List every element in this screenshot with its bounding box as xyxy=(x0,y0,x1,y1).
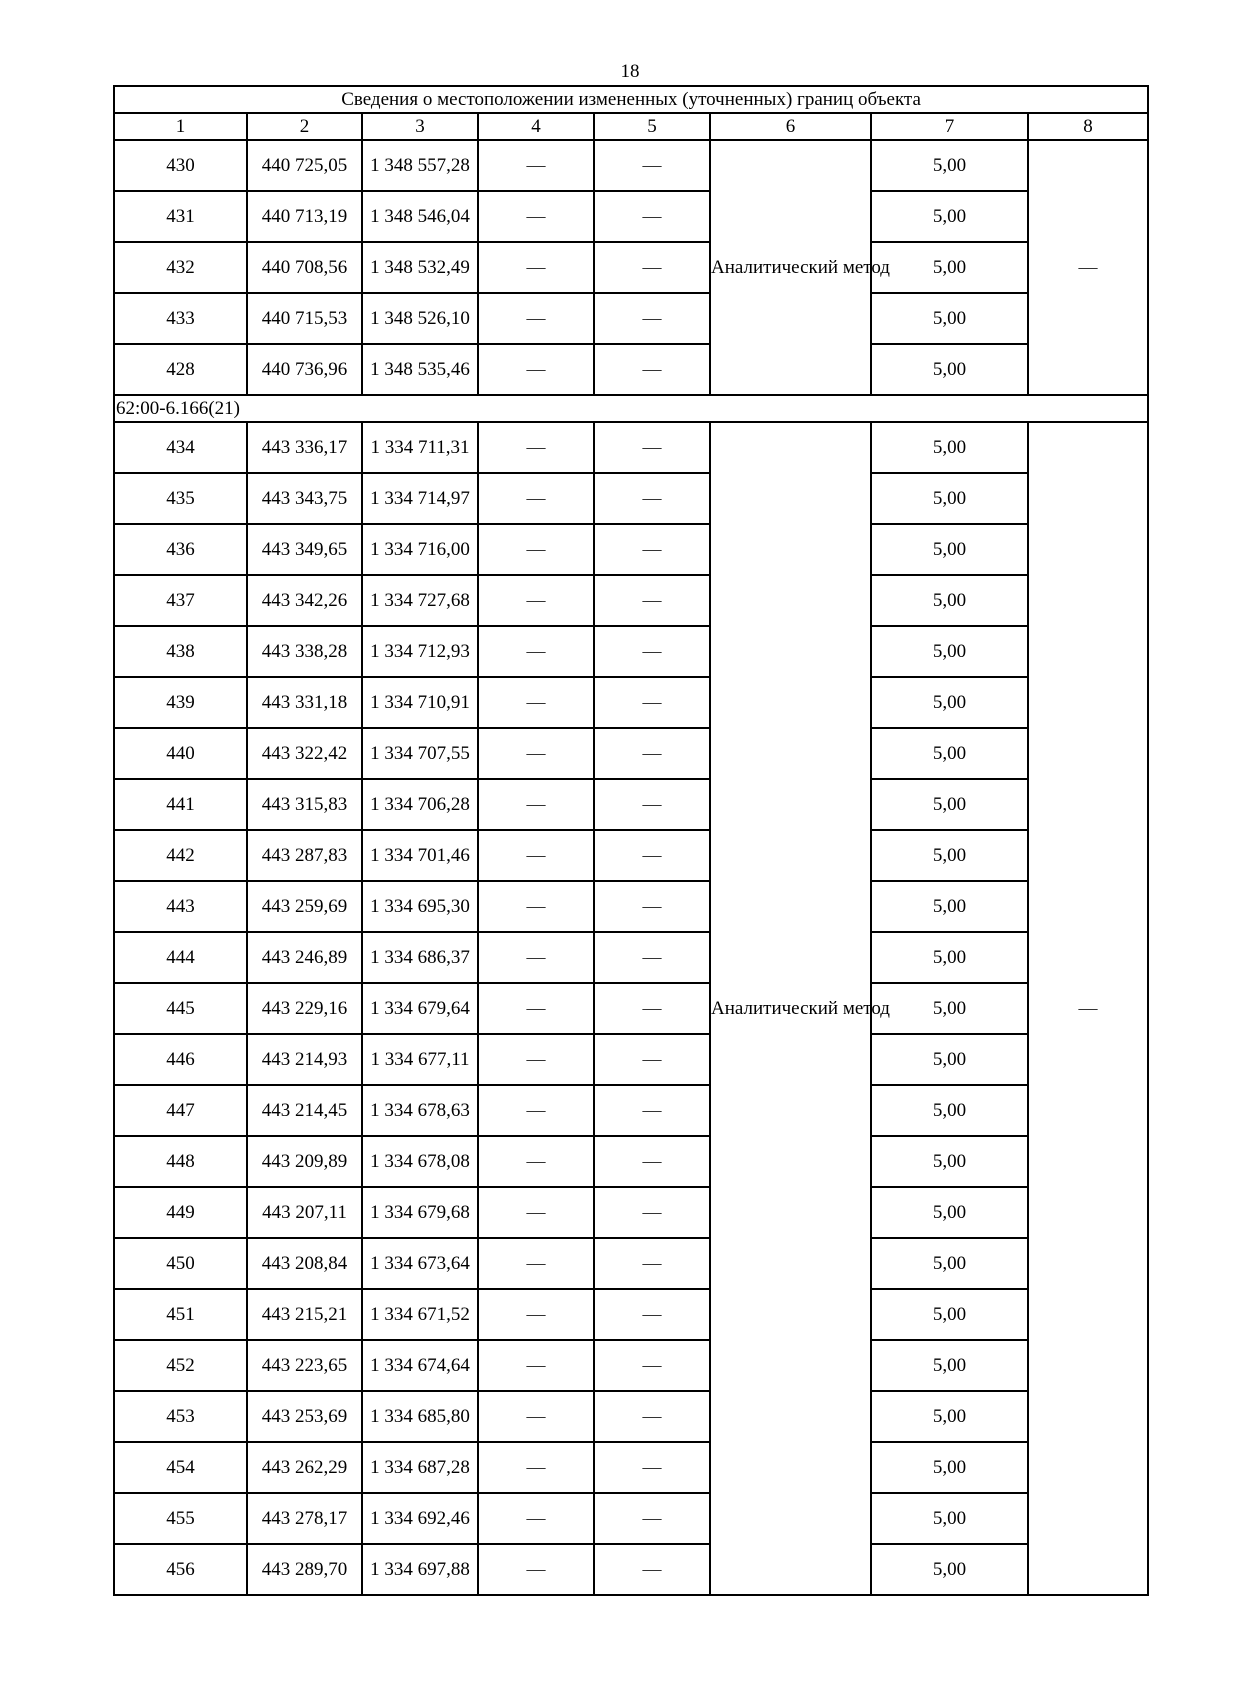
table-row xyxy=(114,1391,1148,1442)
table-title: Сведения о местоположении измененных (уточненных) границ объекта xyxy=(114,86,1148,113)
y-coordinate-cell: 1 348 546,04 xyxy=(362,191,478,242)
x-coordinate-cell: 443 338,28 xyxy=(247,626,362,677)
dash-mark: — xyxy=(1078,256,1098,278)
point-number-cell: 455 xyxy=(114,1493,247,1544)
point-number-cell: 453 xyxy=(114,1391,247,1442)
table-row xyxy=(114,779,1148,830)
y-coordinate-cell: 1 334 679,68 xyxy=(362,1187,478,1238)
table-row xyxy=(114,932,1148,983)
y-coordinate-cell: 1 348 535,46 xyxy=(362,344,478,395)
table-row xyxy=(114,344,1148,395)
section-label: 62:00-6.166(21) xyxy=(114,395,1148,422)
dash-mark: — xyxy=(642,1507,662,1529)
table-row xyxy=(114,1289,1148,1340)
dash-mark: — xyxy=(642,487,662,509)
point-number-cell: 441 xyxy=(114,779,247,830)
column-4-cell xyxy=(478,575,594,626)
x-coordinate-cell: 440 715,53 xyxy=(247,293,362,344)
dash-mark: — xyxy=(526,640,546,662)
dash-mark: — xyxy=(642,538,662,560)
y-coordinate-cell: 1 334 673,64 xyxy=(362,1238,478,1289)
table-body xyxy=(114,86,1148,1595)
column-5-cell xyxy=(594,422,710,473)
y-coordinate-cell: 1 334 707,55 xyxy=(362,728,478,779)
accuracy-cell: 5,00 xyxy=(871,728,1028,779)
dash-mark: — xyxy=(526,1201,546,1223)
table-row xyxy=(114,1493,1148,1544)
point-number-cell: 438 xyxy=(114,626,247,677)
y-coordinate-cell: 1 334 671,52 xyxy=(362,1289,478,1340)
column-4-cell xyxy=(478,932,594,983)
y-coordinate-cell: 1 348 557,28 xyxy=(362,140,478,191)
y-coordinate-cell: 1 334 695,30 xyxy=(362,881,478,932)
dash-mark: — xyxy=(526,844,546,866)
point-number-cell: 442 xyxy=(114,830,247,881)
table-row xyxy=(114,983,1148,1034)
y-coordinate-cell: 1 334 677,11 xyxy=(362,1034,478,1085)
column-4-cell xyxy=(478,1187,594,1238)
dash-mark: — xyxy=(526,793,546,815)
accuracy-cell: 5,00 xyxy=(871,881,1028,932)
dash-mark: — xyxy=(526,538,546,560)
accuracy-cell: 5,00 xyxy=(871,473,1028,524)
dash-mark: — xyxy=(642,1150,662,1172)
dash-mark: — xyxy=(642,1354,662,1376)
section-header-row xyxy=(114,395,1148,422)
dash-mark: — xyxy=(642,1252,662,1274)
y-coordinate-cell: 1 334 710,91 xyxy=(362,677,478,728)
column-number: 1 xyxy=(114,113,247,140)
y-coordinate-cell: 1 334 687,28 xyxy=(362,1442,478,1493)
point-number-cell: 444 xyxy=(114,932,247,983)
column-5-cell xyxy=(594,728,710,779)
y-coordinate-cell: 1 334 727,68 xyxy=(362,575,478,626)
accuracy-cell: 5,00 xyxy=(871,524,1028,575)
accuracy-cell: 5,00 xyxy=(871,779,1028,830)
x-coordinate-cell: 443 322,42 xyxy=(247,728,362,779)
column-number: 5 xyxy=(594,113,710,140)
column-8-cell xyxy=(1028,422,1148,1595)
dash-mark: — xyxy=(526,1558,546,1580)
x-coordinate-cell: 443 229,16 xyxy=(247,983,362,1034)
accuracy-cell: 5,00 xyxy=(871,983,1028,1034)
table-row xyxy=(114,1442,1148,1493)
dash-mark: — xyxy=(642,742,662,764)
point-number-cell: 448 xyxy=(114,1136,247,1187)
table-title-row xyxy=(114,86,1148,113)
dash-mark: — xyxy=(526,946,546,968)
dash-mark: — xyxy=(642,640,662,662)
dash-mark: — xyxy=(642,997,662,1019)
column-5-cell xyxy=(594,1289,710,1340)
column-5-cell xyxy=(594,1085,710,1136)
table-row xyxy=(114,422,1148,473)
dash-mark: — xyxy=(526,436,546,458)
point-number-cell: 440 xyxy=(114,728,247,779)
accuracy-cell: 5,00 xyxy=(871,1238,1028,1289)
column-5-cell xyxy=(594,779,710,830)
y-coordinate-cell: 1 334 714,97 xyxy=(362,473,478,524)
accuracy-cell: 5,00 xyxy=(871,575,1028,626)
x-coordinate-cell: 443 215,21 xyxy=(247,1289,362,1340)
column-4-cell xyxy=(478,422,594,473)
y-coordinate-cell: 1 334 679,64 xyxy=(362,983,478,1034)
accuracy-cell: 5,00 xyxy=(871,242,1028,293)
dash-mark: — xyxy=(642,1201,662,1223)
accuracy-cell: 5,00 xyxy=(871,1493,1028,1544)
dash-mark: — xyxy=(642,895,662,917)
column-4-cell xyxy=(478,1289,594,1340)
column-4-cell xyxy=(478,626,594,677)
dash-mark: — xyxy=(642,946,662,968)
column-4-cell xyxy=(478,1238,594,1289)
dash-mark: — xyxy=(526,895,546,917)
column-8-cell xyxy=(1028,140,1148,395)
dash-mark: — xyxy=(526,256,546,278)
table-row xyxy=(114,1085,1148,1136)
column-4-cell xyxy=(478,677,594,728)
column-4-cell xyxy=(478,1136,594,1187)
column-number: 4 xyxy=(478,113,594,140)
y-coordinate-cell: 1 334 701,46 xyxy=(362,830,478,881)
dash-mark: — xyxy=(526,1048,546,1070)
column-5-cell xyxy=(594,626,710,677)
table-row xyxy=(114,626,1148,677)
dash-mark: — xyxy=(526,1507,546,1529)
point-number-cell: 450 xyxy=(114,1238,247,1289)
dash-mark: — xyxy=(642,307,662,329)
column-4-cell xyxy=(478,1493,594,1544)
y-coordinate-cell: 1 334 712,93 xyxy=(362,626,478,677)
dash-mark: — xyxy=(526,154,546,176)
dash-mark: — xyxy=(526,1150,546,1172)
x-coordinate-cell: 443 214,93 xyxy=(247,1034,362,1085)
x-coordinate-cell: 443 207,11 xyxy=(247,1187,362,1238)
column-5-cell xyxy=(594,1238,710,1289)
dash-mark: — xyxy=(526,307,546,329)
dash-mark: — xyxy=(526,487,546,509)
accuracy-cell: 5,00 xyxy=(871,1340,1028,1391)
table-row xyxy=(114,677,1148,728)
y-coordinate-cell: 1 334 711,31 xyxy=(362,422,478,473)
table-row xyxy=(114,293,1148,344)
accuracy-cell: 5,00 xyxy=(871,1034,1028,1085)
page-number: 18 xyxy=(620,61,640,82)
x-coordinate-cell: 443 336,17 xyxy=(247,422,362,473)
column-4-cell xyxy=(478,140,594,191)
y-coordinate-cell: 1 334 674,64 xyxy=(362,1340,478,1391)
column-4-cell xyxy=(478,293,594,344)
accuracy-cell: 5,00 xyxy=(871,191,1028,242)
x-coordinate-cell: 443 278,17 xyxy=(247,1493,362,1544)
column-5-cell xyxy=(594,1391,710,1442)
column-4-cell xyxy=(478,1544,594,1595)
column-4-cell xyxy=(478,881,594,932)
x-coordinate-cell: 443 287,83 xyxy=(247,830,362,881)
accuracy-cell: 5,00 xyxy=(871,1544,1028,1595)
x-coordinate-cell: 443 246,89 xyxy=(247,932,362,983)
x-coordinate-cell: 443 214,45 xyxy=(247,1085,362,1136)
accuracy-cell: 5,00 xyxy=(871,677,1028,728)
x-coordinate-cell: 443 342,26 xyxy=(247,575,362,626)
dash-mark: — xyxy=(526,358,546,380)
x-coordinate-cell: 440 736,96 xyxy=(247,344,362,395)
dash-mark: — xyxy=(642,1048,662,1070)
x-coordinate-cell: 443 209,89 xyxy=(247,1136,362,1187)
dash-mark: — xyxy=(642,154,662,176)
dash-mark: — xyxy=(1078,997,1098,1019)
point-number-cell: 454 xyxy=(114,1442,247,1493)
column-4-cell xyxy=(478,242,594,293)
y-coordinate-cell: 1 348 526,10 xyxy=(362,293,478,344)
table-row xyxy=(114,1187,1148,1238)
column-4-cell xyxy=(478,524,594,575)
point-number-cell: 449 xyxy=(114,1187,247,1238)
y-coordinate-cell: 1 334 678,08 xyxy=(362,1136,478,1187)
column-5-cell xyxy=(594,524,710,575)
method-cell: Аналитический метод xyxy=(710,140,871,395)
accuracy-cell: 5,00 xyxy=(871,1391,1028,1442)
accuracy-cell: 5,00 xyxy=(871,344,1028,395)
dash-mark: — xyxy=(526,1456,546,1478)
x-coordinate-cell: 443 349,65 xyxy=(247,524,362,575)
column-4-cell xyxy=(478,1442,594,1493)
table-row xyxy=(114,140,1148,191)
column-5-cell xyxy=(594,140,710,191)
column-5-cell xyxy=(594,1034,710,1085)
column-4-cell xyxy=(478,191,594,242)
dash-mark: — xyxy=(526,742,546,764)
dash-mark: — xyxy=(526,205,546,227)
x-coordinate-cell: 443 343,75 xyxy=(247,473,362,524)
accuracy-cell: 5,00 xyxy=(871,293,1028,344)
accuracy-cell: 5,00 xyxy=(871,932,1028,983)
column-5-cell xyxy=(594,344,710,395)
accuracy-cell: 5,00 xyxy=(871,1442,1028,1493)
x-coordinate-cell: 443 253,69 xyxy=(247,1391,362,1442)
point-number-cell: 434 xyxy=(114,422,247,473)
x-coordinate-cell: 443 208,84 xyxy=(247,1238,362,1289)
column-5-cell xyxy=(594,191,710,242)
column-5-cell xyxy=(594,1136,710,1187)
point-number-cell: 443 xyxy=(114,881,247,932)
column-number: 3 xyxy=(362,113,478,140)
point-number-cell: 437 xyxy=(114,575,247,626)
column-5-cell xyxy=(594,575,710,626)
point-number-cell: 428 xyxy=(114,344,247,395)
y-coordinate-cell: 1 334 706,28 xyxy=(362,779,478,830)
table-row xyxy=(114,1238,1148,1289)
column-4-cell xyxy=(478,830,594,881)
dash-mark: — xyxy=(642,256,662,278)
point-number-cell: 447 xyxy=(114,1085,247,1136)
dash-mark: — xyxy=(526,1099,546,1121)
dash-mark: — xyxy=(526,1303,546,1325)
accuracy-cell: 5,00 xyxy=(871,1187,1028,1238)
column-5-cell xyxy=(594,473,710,524)
table-row xyxy=(114,575,1148,626)
point-number-cell: 445 xyxy=(114,983,247,1034)
x-coordinate-cell: 443 315,83 xyxy=(247,779,362,830)
table-row xyxy=(114,728,1148,779)
column-4-cell xyxy=(478,473,594,524)
x-coordinate-cell: 443 262,29 xyxy=(247,1442,362,1493)
point-number-cell: 456 xyxy=(114,1544,247,1595)
dash-mark: — xyxy=(642,1099,662,1121)
column-5-cell xyxy=(594,1442,710,1493)
point-number-cell: 433 xyxy=(114,293,247,344)
column-5-cell xyxy=(594,1340,710,1391)
dash-mark: — xyxy=(642,691,662,713)
accuracy-cell: 5,00 xyxy=(871,830,1028,881)
table-row xyxy=(114,881,1148,932)
column-number: 2 xyxy=(247,113,362,140)
x-coordinate-cell: 443 331,18 xyxy=(247,677,362,728)
x-coordinate-cell: 443 223,65 xyxy=(247,1340,362,1391)
dash-mark: — xyxy=(642,436,662,458)
table-row xyxy=(114,1340,1148,1391)
column-5-cell xyxy=(594,1493,710,1544)
x-coordinate-cell: 440 713,19 xyxy=(247,191,362,242)
column-number-row xyxy=(114,113,1148,140)
y-coordinate-cell: 1 348 532,49 xyxy=(362,242,478,293)
column-5-cell xyxy=(594,1187,710,1238)
dash-mark: — xyxy=(526,1405,546,1427)
dash-mark: — xyxy=(642,589,662,611)
table-row xyxy=(114,191,1148,242)
dash-mark: — xyxy=(642,1558,662,1580)
point-number-cell: 435 xyxy=(114,473,247,524)
x-coordinate-cell: 440 708,56 xyxy=(247,242,362,293)
point-number-cell: 431 xyxy=(114,191,247,242)
dash-mark: — xyxy=(642,1303,662,1325)
column-5-cell xyxy=(594,881,710,932)
table-row xyxy=(114,242,1148,293)
column-5-cell xyxy=(594,677,710,728)
column-4-cell xyxy=(478,779,594,830)
y-coordinate-cell: 1 334 686,37 xyxy=(362,932,478,983)
y-coordinate-cell: 1 334 685,80 xyxy=(362,1391,478,1442)
accuracy-cell: 5,00 xyxy=(871,626,1028,677)
dash-mark: — xyxy=(642,1405,662,1427)
y-coordinate-cell: 1 334 716,00 xyxy=(362,524,478,575)
column-5-cell xyxy=(594,983,710,1034)
x-coordinate-cell: 440 725,05 xyxy=(247,140,362,191)
accuracy-cell: 5,00 xyxy=(871,1289,1028,1340)
column-4-cell xyxy=(478,728,594,779)
column-4-cell xyxy=(478,983,594,1034)
dash-mark: — xyxy=(642,793,662,815)
point-number-cell: 432 xyxy=(114,242,247,293)
method-cell: Аналитический метод xyxy=(710,422,871,1595)
column-4-cell xyxy=(478,1391,594,1442)
table-row xyxy=(114,524,1148,575)
point-number-cell: 439 xyxy=(114,677,247,728)
y-coordinate-cell: 1 334 678,63 xyxy=(362,1085,478,1136)
x-coordinate-cell: 443 289,70 xyxy=(247,1544,362,1595)
column-4-cell xyxy=(478,1085,594,1136)
column-5-cell xyxy=(594,242,710,293)
dash-mark: — xyxy=(642,1456,662,1478)
dash-mark: — xyxy=(526,1354,546,1376)
x-coordinate-cell: 443 259,69 xyxy=(247,881,362,932)
column-4-cell xyxy=(478,344,594,395)
dash-mark: — xyxy=(526,1252,546,1274)
column-5-cell xyxy=(594,1544,710,1595)
accuracy-cell: 5,00 xyxy=(871,1136,1028,1187)
table-row xyxy=(114,1136,1148,1187)
dash-mark: — xyxy=(526,691,546,713)
point-number-cell: 430 xyxy=(114,140,247,191)
boundary-coordinates-table xyxy=(113,85,1149,1596)
point-number-cell: 436 xyxy=(114,524,247,575)
point-number-cell: 452 xyxy=(114,1340,247,1391)
dash-mark: — xyxy=(642,358,662,380)
dash-mark: — xyxy=(526,589,546,611)
y-coordinate-cell: 1 334 697,88 xyxy=(362,1544,478,1595)
table-row xyxy=(114,1034,1148,1085)
point-number-cell: 451 xyxy=(114,1289,247,1340)
y-coordinate-cell: 1 334 692,46 xyxy=(362,1493,478,1544)
accuracy-cell: 5,00 xyxy=(871,1085,1028,1136)
dash-mark: — xyxy=(642,205,662,227)
point-number-cell: 446 xyxy=(114,1034,247,1085)
accuracy-cell: 5,00 xyxy=(871,140,1028,191)
column-number: 6 xyxy=(710,113,871,140)
column-4-cell xyxy=(478,1340,594,1391)
table-row xyxy=(114,473,1148,524)
accuracy-cell: 5,00 xyxy=(871,422,1028,473)
table-row xyxy=(114,1544,1148,1595)
dash-mark: — xyxy=(642,844,662,866)
column-number: 8 xyxy=(1028,113,1148,140)
column-5-cell xyxy=(594,932,710,983)
column-4-cell xyxy=(478,1034,594,1085)
column-5-cell xyxy=(594,830,710,881)
dash-mark: — xyxy=(526,997,546,1019)
table-row xyxy=(114,830,1148,881)
column-5-cell xyxy=(594,293,710,344)
column-number: 7 xyxy=(871,113,1028,140)
